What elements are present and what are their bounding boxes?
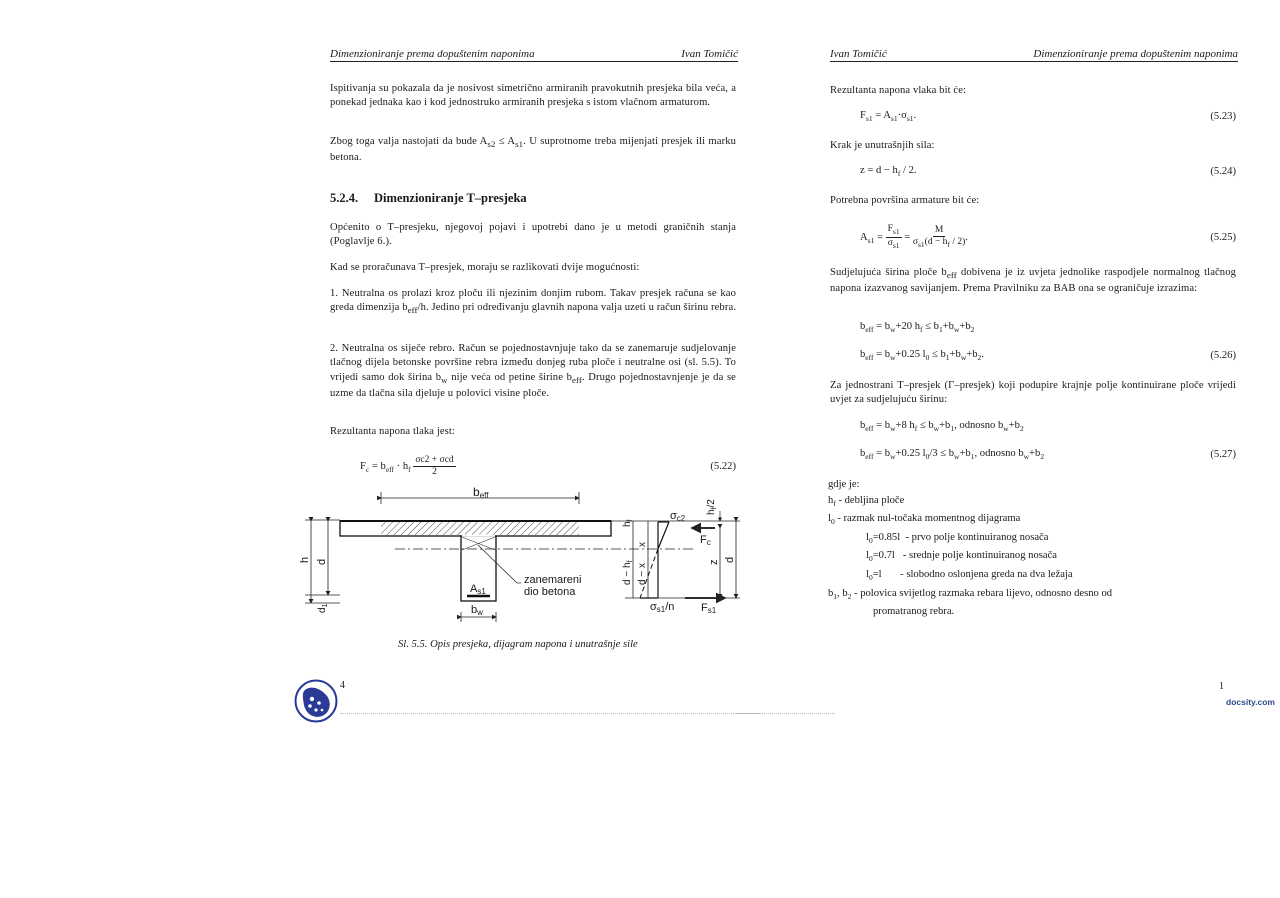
paragraph: Rezultanta napona tlaka jest: <box>330 426 455 437</box>
equation-5-24: $z = d - h_f / 2$. (5.24) <box>860 165 1236 179</box>
running-head-author: Ivan Tomičić <box>681 48 738 60</box>
paragraph: Zbog toga valja nastojati da bude $A_{s2} \le A_{s1}$. U suprotnome treba mijenjati presjek ili marku betona. <box>330 136 736 164</box>
paragraph: Općenito o T–presjeku, njegovoj pojavi i upotrebi dano je u metodi graničnih stanja (Poglavlje 6.). <box>330 222 736 248</box>
legend-item: $b_1$, $b_2$ - polovica svijetlog razmaka rebara lijevo, odnosno desno od <box>828 587 1113 601</box>
svg-text:h: h <box>299 556 311 563</box>
running-head-title: Dimenzioniranje prema dopuštenim naponima <box>1033 48 1238 60</box>
svg-text:σc2: σc2 <box>670 510 686 523</box>
legend-item: $h_f$ - debljina ploče <box>828 494 905 508</box>
svg-text:bw: bw <box>471 604 483 617</box>
running-head-title: Dimenzioniranje prema dopuštenim naponima <box>330 48 535 60</box>
page-number-right: 1 <box>1219 681 1224 692</box>
running-head-right <box>830 45 1238 62</box>
equation-5-26b: $b_{eff} = b_w+0.25$ $l_0 \le b_1+b_w+b_2$. (5.26) <box>860 349 1236 363</box>
legend-subitem: $l_0=0.85l$ - prvo polje kontinuiranog nosača <box>866 531 1049 545</box>
legend-item-continuation: promatranog rebra. <box>873 606 955 618</box>
docsity-watermark-link[interactable]: docsity.com <box>1226 697 1275 707</box>
running-head-left <box>330 45 738 62</box>
paragraph: Ispitivanja su pokazala da je nosivost simetrično armiranih pravokutnih presjeka bila veća, a ponekad jednaka kao i kod jednostruko armiranih presjeka s istom vlačnom armaturom. <box>330 83 736 109</box>
svg-text:Fs1: Fs1 <box>701 602 717 615</box>
svg-text:d − hf: $d - h_f$ <box>622 560 634 585</box>
equation-number: (5.23) <box>1210 111 1236 123</box>
paragraph: 2. Neutralna os siječe rebro. Račun se pojednostavnjuje tako da se zanemaruje sudjelovanje tlačnog dijela betonske površine rebra između donjeg ruba ploče i neutralne osi (sl. 5.5). To vrijedi samo dok širina $b_w$ nije veća od petine širine $b_{eff}$. Drugo pojednostavnjenje je da se uzme da tlačna sila djeluje u polovici visine ploče. <box>330 343 736 399</box>
symbol-legend <box>828 477 1112 620</box>
scan-artifact <box>735 713 835 714</box>
docsity-logo-icon[interactable] <box>294 679 338 723</box>
svg-text:d − x: d − x <box>637 563 648 585</box>
svg-text:hf: $h_f$ <box>622 519 634 527</box>
svg-text:d: d <box>724 556 736 563</box>
paragraph: Potrebna površina armature bit će: <box>830 195 980 206</box>
paragraph: Za jednostrani T–presjek (Γ–presjek) koji podupire krajnje polje kontinuirane ploče vrijedi uvjet za sudjelujuću širinu: <box>830 380 1236 406</box>
equation-5-22 <box>330 455 736 478</box>
svg-text:d1: $d_1$ <box>317 603 329 613</box>
paragraph: Kad se proračunava T–presjek, moraju se razlikovati dvije mogućnosti: <box>330 262 640 273</box>
svg-text:σs1/n: σs1/n <box>650 601 675 614</box>
legend-subitem: $l_0=0.7l$ - srednje polje kontinuiranog nosača <box>866 550 1057 564</box>
equation-5-27a: $b_{eff} = b_w+8$ $h_f \le b_w+b_1$, odnosno $b_w+b_2$ <box>860 420 1024 434</box>
formula: $F_c = b_{eff} \cdot h_f$ $\frac{\text{σc2 + σcd}}{2}$ <box>360 455 454 477</box>
equation-number: (5.27) <box>1210 449 1236 461</box>
equation-number: (5.26) <box>1210 350 1236 362</box>
section-number: 5.2.4. <box>330 191 359 205</box>
svg-text:hf/2: $h_f/2$ <box>706 499 718 515</box>
figure-caption: Sl. 5.5. Opis presjeka, dijagram napona i unutrašnje sile <box>398 639 638 650</box>
running-head-author: Ivan Tomičić <box>830 48 887 60</box>
svg-text:dio betona: dio betona <box>524 586 576 598</box>
equation-number: (5.22) <box>710 461 736 472</box>
svg-text:z: z <box>708 559 720 565</box>
svg-text:x: x <box>637 542 648 547</box>
paragraph: Sudjelujuća širina ploče $b_{eff}$ dobivena je iz uvjeta jednolike raspodjele normalnog tlačnog napona izazvanog savijanjem. Prema Pravilniku za BAB ona se ograničuje izrazima: <box>830 267 1237 295</box>
equation-number: (5.25) <box>1210 231 1236 243</box>
svg-text:As1: As1 <box>470 583 486 596</box>
section-title: Dimenzioniranje T–presjeka <box>374 191 527 205</box>
equation-number: (5.24) <box>1210 166 1236 178</box>
svg-text:Fc: Fc <box>700 534 711 547</box>
scan-artifact <box>340 713 760 714</box>
neglected-concrete-label: zanemareni <box>524 574 582 586</box>
page-number-left: 4 <box>340 680 345 691</box>
paragraph: 1. Neutralna os prolazi kroz ploču ili njezinim donjim rubom. Takav presjek računa se kao greda dimenzija $b_{eff}/h$. Jedino pri određivanju glavnih napona valja uzeti u račun širinu rebra. <box>330 288 736 316</box>
paragraph: Rezultanta napona vlaka bit će: <box>830 85 967 96</box>
svg-text:beff: beff <box>473 485 489 500</box>
paragraph: Krak je unutrašnjih sila: <box>830 140 935 151</box>
legend-subitem: $l_0=l$ - slobodno oslonjena greda na dva ležaja <box>866 568 1073 583</box>
equation-5-26a: $b_{eff} = b_w+20$ $h_f \le b_1+b_w+b_2$ <box>860 321 975 335</box>
equation-5-25: $A_{s1}$ = $\frac{F_{s1}}{\sigma_{s1}}$ = $\frac{M}{\sigma_{s1}(d - h_f / 2)}$ . (5.25) <box>860 224 1236 250</box>
equation-5-23: $F_{s1} = A_{s1}\cdot\sigma_{s1}$. (5.23) <box>860 110 1236 124</box>
equation-5-27b: $b_{eff} = b_w+0.25$ $l_0/3 \le b_w+b_1$, odnosno $b_w+b_2$ (5.27) <box>860 448 1236 462</box>
legend-item: $l_0$ - razmak nul-točaka momentnog dijagrama <box>828 513 1021 527</box>
t-section-figure <box>295 485 745 625</box>
section-heading <box>330 191 527 206</box>
svg-text:d: d <box>316 558 328 565</box>
legend-intro: gdje je: <box>828 479 860 490</box>
